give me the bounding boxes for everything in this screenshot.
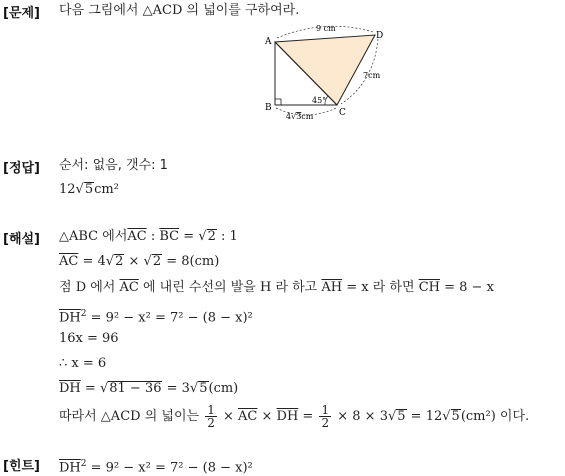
bottom-length-unit: cm <box>301 112 314 121</box>
solution-line-8: 따라서 △ACD 의 넓이는 $\frac{1}{2}$ × $\overline{AC} \times \overline{DH}$ = $\frac{1}{2}$ × 8 × 3√5 = 12√5(cm²) 이다. <box>59 403 530 430</box>
solution-line-6: ∴ x = 6 <box>59 356 107 371</box>
answer-meta: 순서: 없음, 갯수: 1 <box>59 158 168 173</box>
label-d: D <box>376 31 384 41</box>
bottom-length-rad: 3 <box>296 112 302 121</box>
bottom-length-coef: 4 <box>286 112 292 121</box>
solution-line-1: △ABC 에서$\overline{AC}$ : $\overline{BC} = √2$ : 1 <box>59 229 238 244</box>
answer-value: 12√5cm² <box>59 182 119 197</box>
svg-text:4√3cm: 4√3cm <box>286 112 314 121</box>
answer-tag: [정답] <box>3 161 40 176</box>
answer-coef: 12 <box>59 182 76 197</box>
label-c: C <box>339 108 346 118</box>
hint-tag: [힌트] <box>3 459 40 474</box>
triangle-figure <box>262 22 392 122</box>
top-length-label: 9 cm <box>316 24 336 33</box>
fraction-half-2: $\frac{1}{2}$ <box>321 403 330 430</box>
answer-unit: cm² <box>94 182 119 197</box>
solution-line-7: $\overline{DH} = √81 - 36 = 3√5(cm)$ <box>59 381 239 396</box>
angle-label: 45° <box>312 96 327 105</box>
label-b: B <box>265 103 272 113</box>
problem-tag: [문제] <box>3 6 40 21</box>
solution-line-2: $\overline{AC} = 4√2 \times √2 = 8(cm)$ <box>59 254 220 269</box>
triangle-acd-fill <box>275 35 375 105</box>
solution-line-3: 점 D 에서 $\overline{AC}$ 에 내린 수선의 발을 H 라 하고 $\overline{AH} = x$ 라 하면 $\overline{CH} = 8 - x$ <box>59 280 494 295</box>
solution-line-4: $\overline{DH}^2 = 9^2 - x^2 = 7^2 - (8 - x)^2$ <box>59 309 253 326</box>
fraction-half-1: $\frac{1}{2}$ <box>207 403 215 430</box>
problem-text: 다음 그림에서 △ACD 의 넓이를 구하여라. <box>59 3 300 18</box>
solution-line-5: 16x = 96 <box>59 331 119 346</box>
right-angle-mark <box>275 99 281 105</box>
hint-line: $\overline{DH}^2 = 9^2 - x^2 = 7^2 - (8 - x)^2$ <box>59 459 253 476</box>
label-a: A <box>265 37 272 47</box>
solution-tag: [해설] <box>3 232 40 247</box>
right-length-label: 7cm <box>363 71 381 80</box>
answer-rad: 5 <box>84 182 94 197</box>
